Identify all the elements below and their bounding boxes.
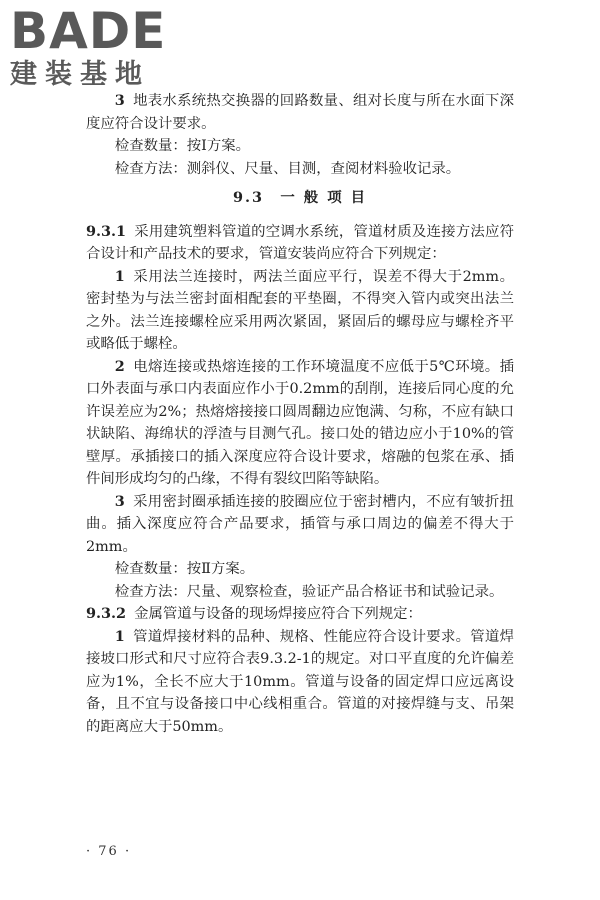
clause-9-3-2 [86,603,514,626]
logo-subtitle: 建装基地 [10,59,150,90]
logo-wordmark: BADE [10,2,167,60]
clause-9-3-1 [86,221,514,266]
item-number: 3 [114,92,125,109]
clause-text: 采用建筑塑料管道的空调水系统，管道材质及连接方法应符合设计和产品技术的要求，管道安装尚应符合下列规定： [86,223,514,262]
inspection-quantity-1: 检查数量：按Ⅰ方案。 [114,138,250,154]
bade-logo [10,4,180,90]
clause-9-3-1-item-3 [86,491,514,559]
inspection-method-1: 检查方法：测斜仪、尺量、目测，查阅材料验收记录。 [114,160,461,177]
item-number: 1 [114,267,125,285]
paragraph-surface-water-exchanger [86,90,514,135]
item-text: 电熔连接或热熔连接的工作环境温度不应低于5℃环境。插口外表面与承口内表面应作小于0.2mm的刮削，连接后同心度的允许误差应为2%；热熔熔接接口圆周翻边应饱满、匀称，不应有缺口状缺陷、海绵状的浮渣与目测气孔。接口处的错边应小于10%的管壁厚。承插接口的插入深度应符合设计要求，熔融的包浆在承、插件间形成均匀的凸缘，不得有裂纹凹陷等缺陷。 [86,358,514,487]
item-text: 采用密封圈承插连接的胶圈应位于密封槽内，不应有皱折扭曲。插入深度应符合产品要求，插管与承口周边的偏差不得大于2mm。 [86,493,514,555]
clause-text: 金属管道与设备的现场焊接应符合下列规定： [134,606,422,622]
inspection-quantity-2: 检查数量：按Ⅱ方案。 [114,561,255,577]
item-number: 3 [114,492,125,510]
item-text: 采用法兰连接时，两法兰面应平行，误差不得大于2mm。密封垫为与法兰密封面相配套的平垫圈，不得突入管内或突出法兰之外。法兰连接螺栓应采用两次紧固，紧固后的螺母应与螺栓齐平或略低于螺栓。 [86,268,514,352]
paragraph-text: 地表水系统热交换器的回路数量、组对长度与所在水面下深度应符合设计要求。 [86,93,514,132]
clause-number: 9.3.1 [86,222,127,240]
clause-9-3-1-item-2 [86,356,514,491]
clause-number: 9.3.2 [86,605,127,622]
inspection-method-2: 检查方法：尺量、观察检查，验证产品合格证书和试验记录。 [114,583,504,600]
clause-9-3-2-item-1 [86,626,514,739]
document-body [86,90,514,738]
item-number: 1 [114,627,125,645]
clause-9-3-1-item-1 [86,266,514,356]
section-title: 9.3 一 般 项 目 [232,189,368,206]
item-number: 2 [114,357,125,375]
page-number: · 76 · [86,844,132,859]
item-text: 管道焊接材料的品种、规格、性能应符合设计要求。管道焊接坡口形式和尺寸应符合表9.3.2-1的规定。对口平直度的允许偏差应为1%，全长不应大于10mm。管道与设备的固定焊口应远离设备，且不宜与设备接口中心线相重合。管道的对接焊缝与支、吊架的距离应大于50mm。 [86,628,514,735]
